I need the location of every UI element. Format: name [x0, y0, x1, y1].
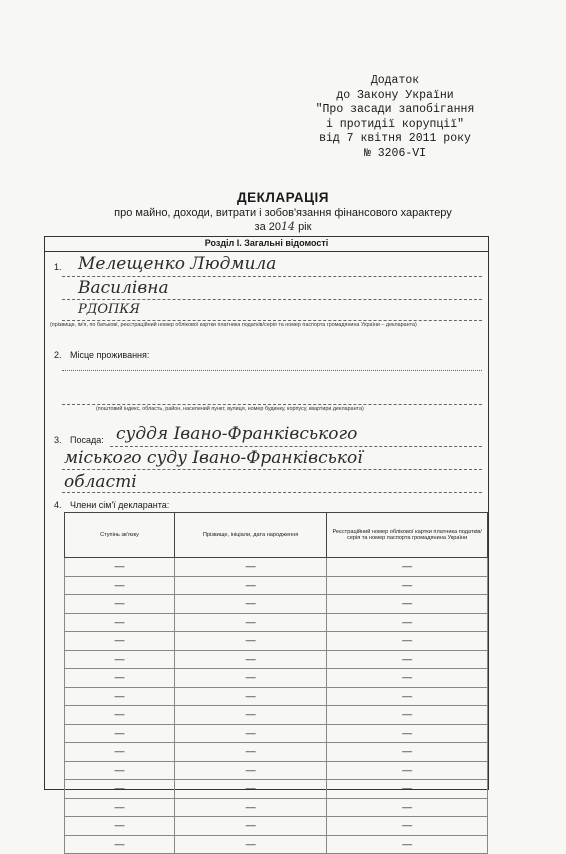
declarant-name-line1[interactable]: Мелещенко Людмила — [78, 254, 277, 274]
table-cell[interactable]: — — [65, 798, 175, 817]
q3-underline — [110, 446, 482, 447]
table-cell[interactable]: — — [174, 669, 326, 688]
table-cell[interactable]: — — [65, 632, 175, 651]
table-cell[interactable]: — — [174, 743, 326, 762]
table-cell[interactable]: — — [174, 632, 326, 651]
table-row — [65, 576, 488, 595]
document-subtitle — [40, 206, 526, 234]
table-row — [65, 706, 488, 725]
table-row — [65, 780, 488, 799]
annex-line: до Закону України — [336, 88, 454, 102]
table-row — [65, 558, 488, 577]
table-cell[interactable]: — — [65, 576, 175, 595]
q1-underline — [62, 276, 482, 277]
table-cell[interactable]: — — [174, 798, 326, 817]
residence-label: Місце проживання: — [70, 350, 150, 360]
table-cell[interactable]: — — [327, 817, 488, 836]
table-row — [65, 743, 488, 762]
table-cell[interactable]: — — [327, 558, 488, 577]
table-cell[interactable]: — — [174, 761, 326, 780]
column-header: Реєстраційний номер облікової картки платника податків/ серія та номер паспорта громадянина України — [327, 513, 488, 558]
table-row — [65, 632, 488, 651]
table-row — [65, 724, 488, 743]
section-title: Розділ І. Загальні відомості — [44, 236, 489, 252]
table-cell[interactable]: — — [327, 613, 488, 632]
q1-underline — [62, 320, 482, 321]
q3-underline — [62, 492, 482, 493]
column-header: Прізвище, ініціали, дата народження — [174, 513, 326, 558]
position-line1[interactable]: суддя Івано-Франківського — [116, 424, 358, 444]
family-members-label: Члени сім'ї декларанта: — [70, 500, 170, 510]
q1-caption: (прізвище, ім'я, по батькові, реєстраційний номер облікової картки платника податків/серія та номер паспорта громадянина України – декларанта) — [50, 322, 417, 328]
table-cell[interactable]: — — [327, 761, 488, 780]
table-cell[interactable]: — — [327, 743, 488, 762]
table-cell[interactable]: — — [65, 817, 175, 836]
table-cell[interactable]: — — [174, 835, 326, 854]
table-cell[interactable]: — — [327, 669, 488, 688]
q2-number: 2. — [54, 350, 62, 360]
table-row — [65, 761, 488, 780]
table-cell[interactable]: — — [327, 632, 488, 651]
table-cell[interactable]: — — [65, 706, 175, 725]
annex-line: № 3206-VI — [363, 146, 427, 160]
table-cell[interactable]: — — [174, 613, 326, 632]
position-label: Посада: — [70, 435, 104, 445]
table-cell[interactable]: — — [65, 595, 175, 614]
annex-line: "Про засади запобігання — [315, 103, 475, 117]
year-prefix: за 20 — [254, 221, 281, 233]
table-row — [65, 835, 488, 854]
q3-underline — [62, 469, 482, 470]
q4-number: 4. — [54, 500, 62, 510]
declarant-name-line2[interactable]: Василівна — [78, 278, 169, 298]
q1-number: 1. — [54, 262, 62, 272]
table-cell[interactable]: — — [174, 687, 326, 706]
table-cell[interactable]: — — [65, 669, 175, 688]
document-title: ДЕКЛАРАЦІЯ — [237, 190, 329, 205]
table-cell[interactable]: — — [327, 835, 488, 854]
year-handwritten[interactable]: 14 — [281, 220, 295, 233]
annex-header — [290, 74, 500, 162]
table-row — [65, 798, 488, 817]
table-cell[interactable]: — — [174, 724, 326, 743]
table-row — [65, 687, 488, 706]
table-row — [65, 817, 488, 836]
position-line2[interactable]: міського суду Івано-Франківської — [64, 448, 363, 468]
table-cell[interactable]: — — [327, 687, 488, 706]
table-cell[interactable]: — — [65, 743, 175, 762]
table-row — [65, 650, 488, 669]
table-row — [65, 613, 488, 632]
table-cell[interactable]: — — [174, 817, 326, 836]
table-cell[interactable]: — — [174, 780, 326, 799]
table-cell[interactable]: — — [327, 650, 488, 669]
table-cell[interactable]: — — [327, 706, 488, 725]
subtitle-text: про майно, доходи, витрати і зобов'язання фінансового характеру — [114, 207, 452, 219]
table-header-row — [65, 513, 488, 558]
table-cell[interactable]: — — [174, 576, 326, 595]
q3-number: 3. — [54, 435, 62, 445]
table-cell[interactable]: — — [327, 595, 488, 614]
table-cell[interactable]: — — [327, 724, 488, 743]
table-cell[interactable]: — — [174, 706, 326, 725]
table-cell[interactable]: — — [327, 780, 488, 799]
table-cell[interactable]: — — [174, 650, 326, 669]
annex-line: Додаток — [370, 74, 420, 87]
table-cell[interactable]: — — [65, 835, 175, 854]
table-row — [65, 669, 488, 688]
q2-caption: (поштовий індекс, область, район, населений пункт, вулиця, номер будинку, корпусу, квартири декларанта) — [96, 406, 364, 412]
declarant-name-line3[interactable]: РДОПКЯ — [78, 302, 140, 317]
table-body — [65, 558, 488, 854]
table-cell[interactable]: — — [65, 761, 175, 780]
table-cell[interactable]: — — [65, 724, 175, 743]
table-cell[interactable]: — — [65, 558, 175, 577]
position-line3[interactable]: області — [64, 472, 137, 492]
table-cell[interactable]: — — [65, 687, 175, 706]
residence-line[interactable] — [62, 404, 482, 405]
table-cell[interactable]: — — [174, 558, 326, 577]
table-row — [65, 595, 488, 614]
annex-line: і протидії корупції" — [325, 117, 465, 131]
table-cell[interactable]: — — [65, 650, 175, 669]
annex-line: від 7 квітня 2011 року — [319, 132, 471, 146]
table-cell[interactable]: — — [65, 613, 175, 632]
residence-line[interactable] — [62, 370, 482, 371]
q1-underline — [62, 299, 482, 300]
year-suffix: рік — [298, 221, 312, 233]
table-cell[interactable]: — — [327, 798, 488, 817]
table-cell[interactable]: — — [327, 576, 488, 595]
column-header: Ступінь зв'язку — [65, 513, 175, 558]
year-line — [40, 220, 526, 234]
family-members-table — [64, 512, 488, 854]
table-cell[interactable]: — — [65, 780, 175, 799]
table-cell[interactable]: — — [174, 595, 326, 614]
